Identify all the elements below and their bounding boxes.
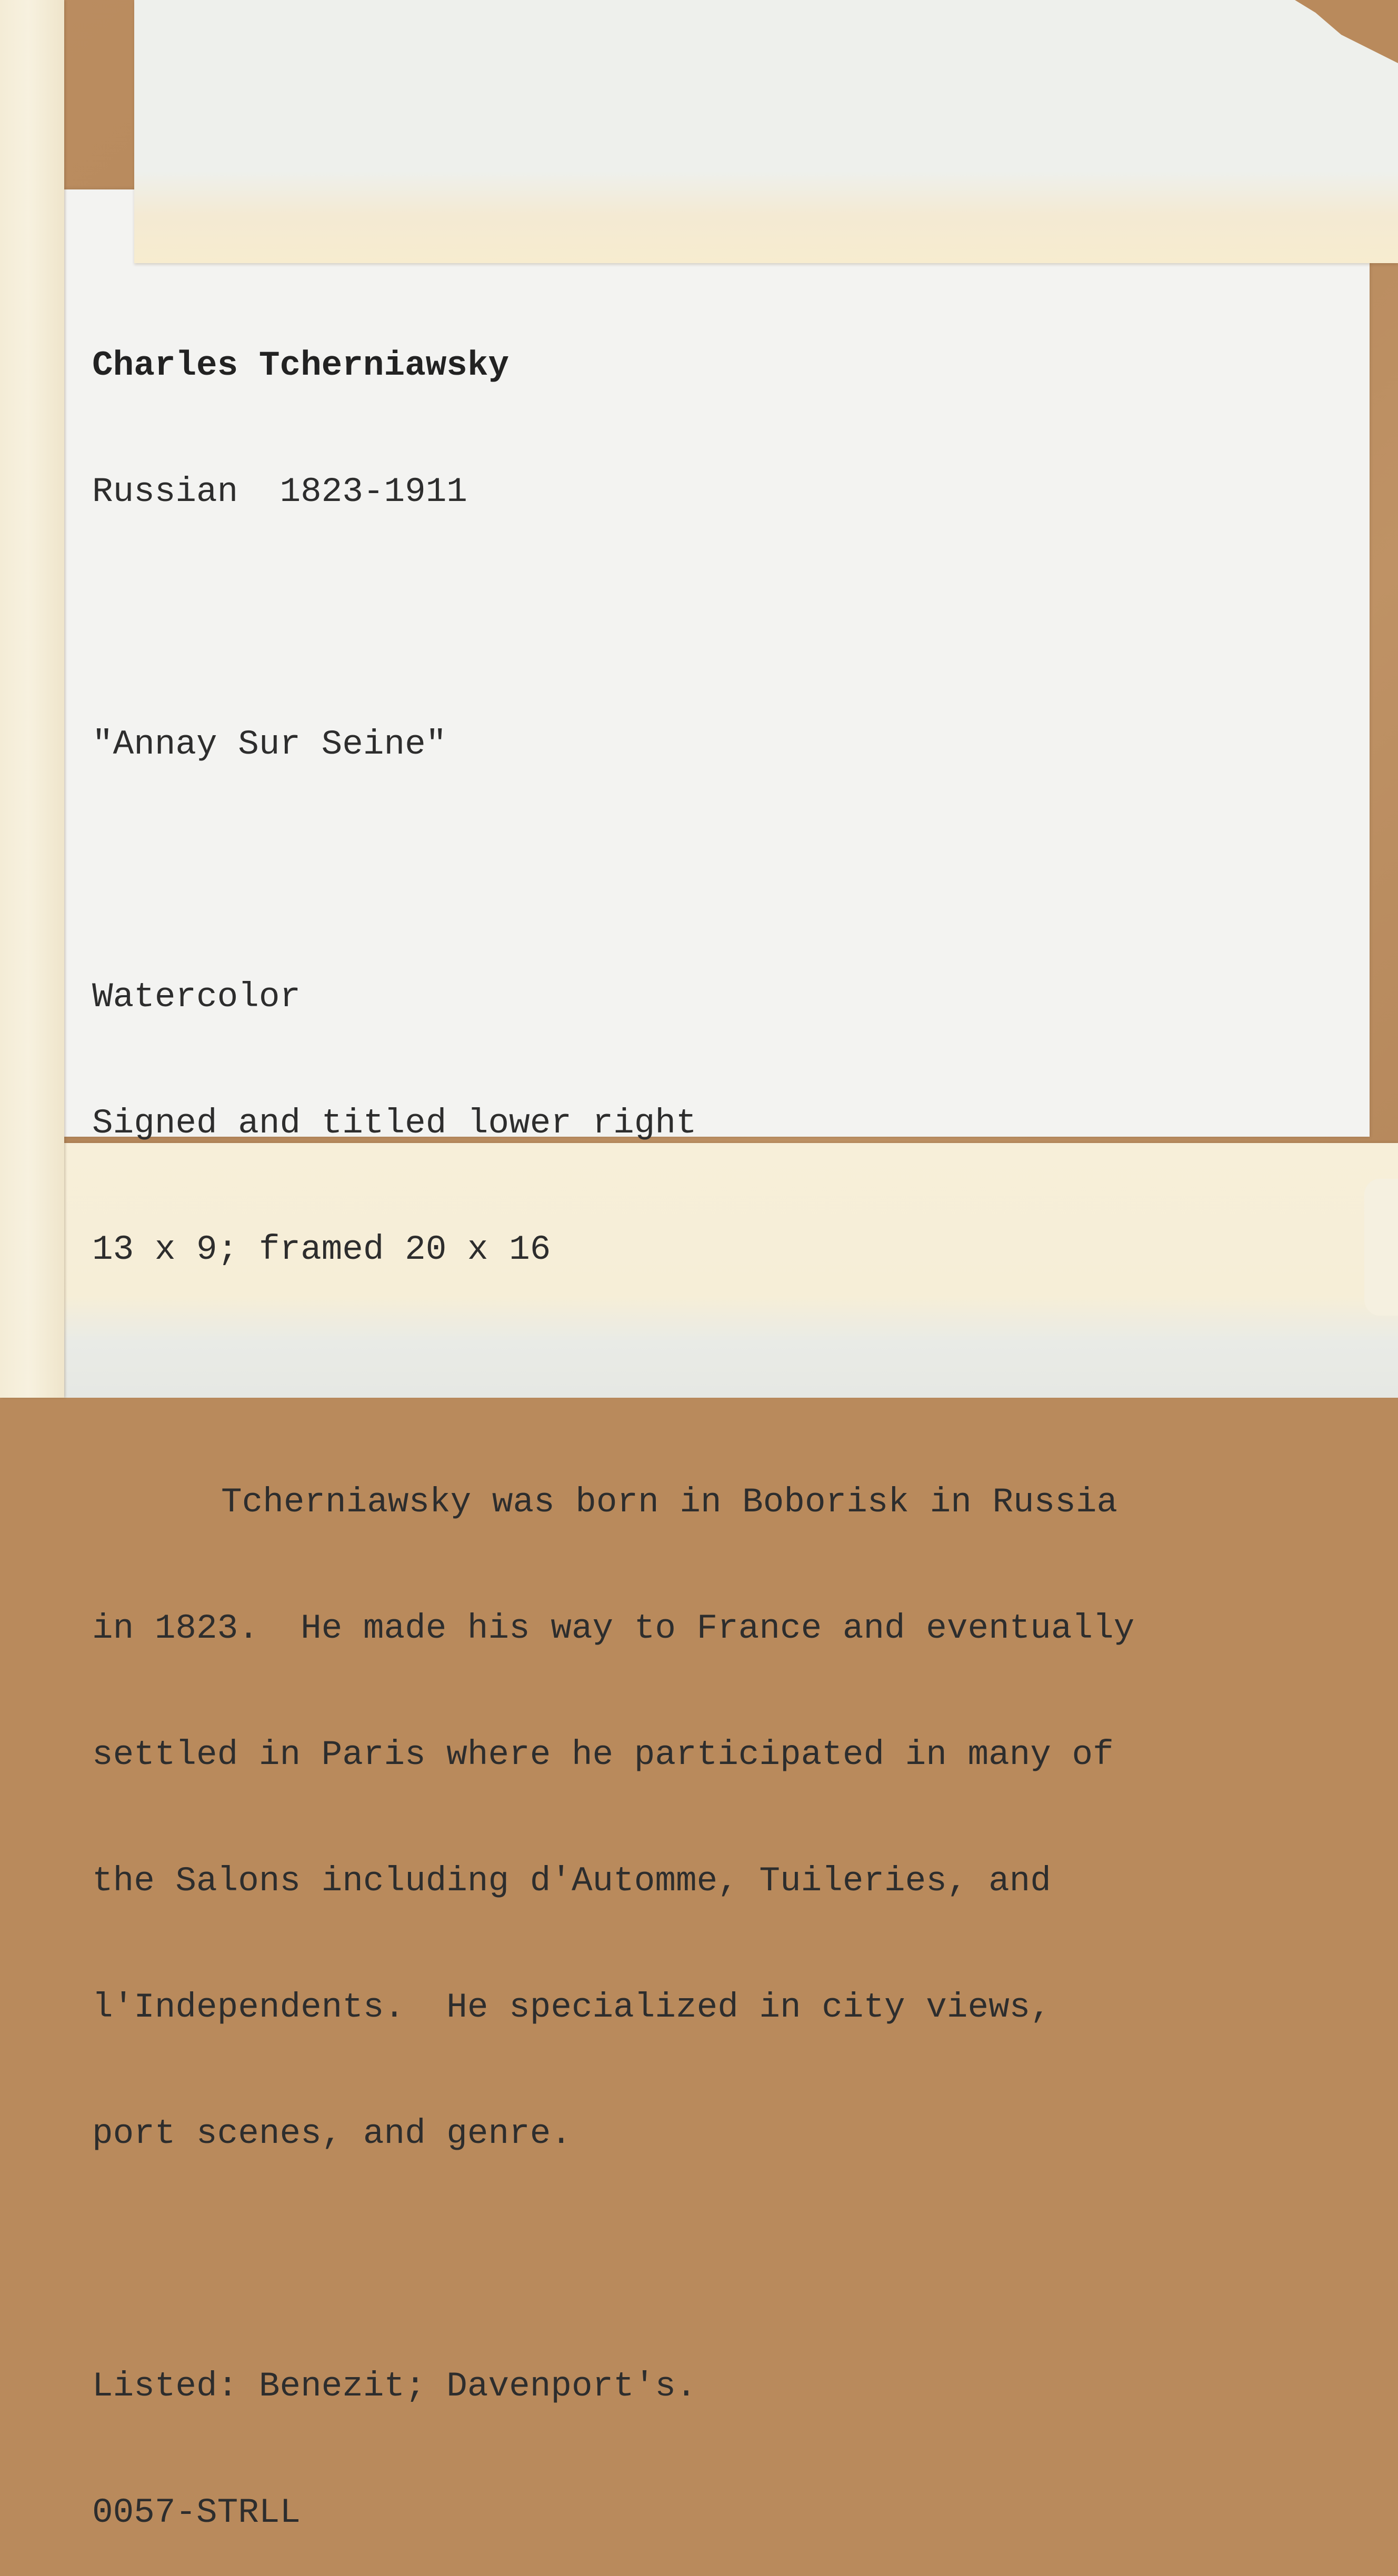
masking-tape-top	[134, 0, 1398, 263]
medium: Watercolor	[92, 977, 301, 1017]
masking-tape-left	[0, 0, 64, 1398]
signature-note: Signed and titled lower right	[92, 1104, 697, 1143]
listed-references: Listed: Benezit; Davenport's.	[92, 2367, 697, 2406]
inventory-code: 0057-STRLL	[92, 2493, 301, 2532]
dimensions: 13 x 9; framed 20 x 16	[92, 1230, 551, 1269]
bio-line: Tcherniawsky was born in Boborisk in Russia	[221, 1482, 1118, 1522]
artist-name: Charles Tcherniawsky	[92, 346, 510, 385]
bio-line: l'Independents. He specialized in city views,	[92, 1988, 1051, 2027]
label-text	[92, 260, 1134, 2576]
bio-line: port scenes, and genre.	[92, 2114, 572, 2153]
nationality-dates: Russian 1823-1911	[92, 472, 467, 512]
bio-line: settled in Paris where he participated in many of	[92, 1735, 1114, 1775]
artwork-title: "Annay Sur Seine"	[92, 725, 447, 764]
bio-line: in 1823. He made his way to France and eventually	[92, 1609, 1135, 1648]
bio-line: the Salons including d'Automme, Tuileries, and	[92, 1861, 1051, 1901]
tape-curl-right	[1364, 1179, 1398, 1316]
